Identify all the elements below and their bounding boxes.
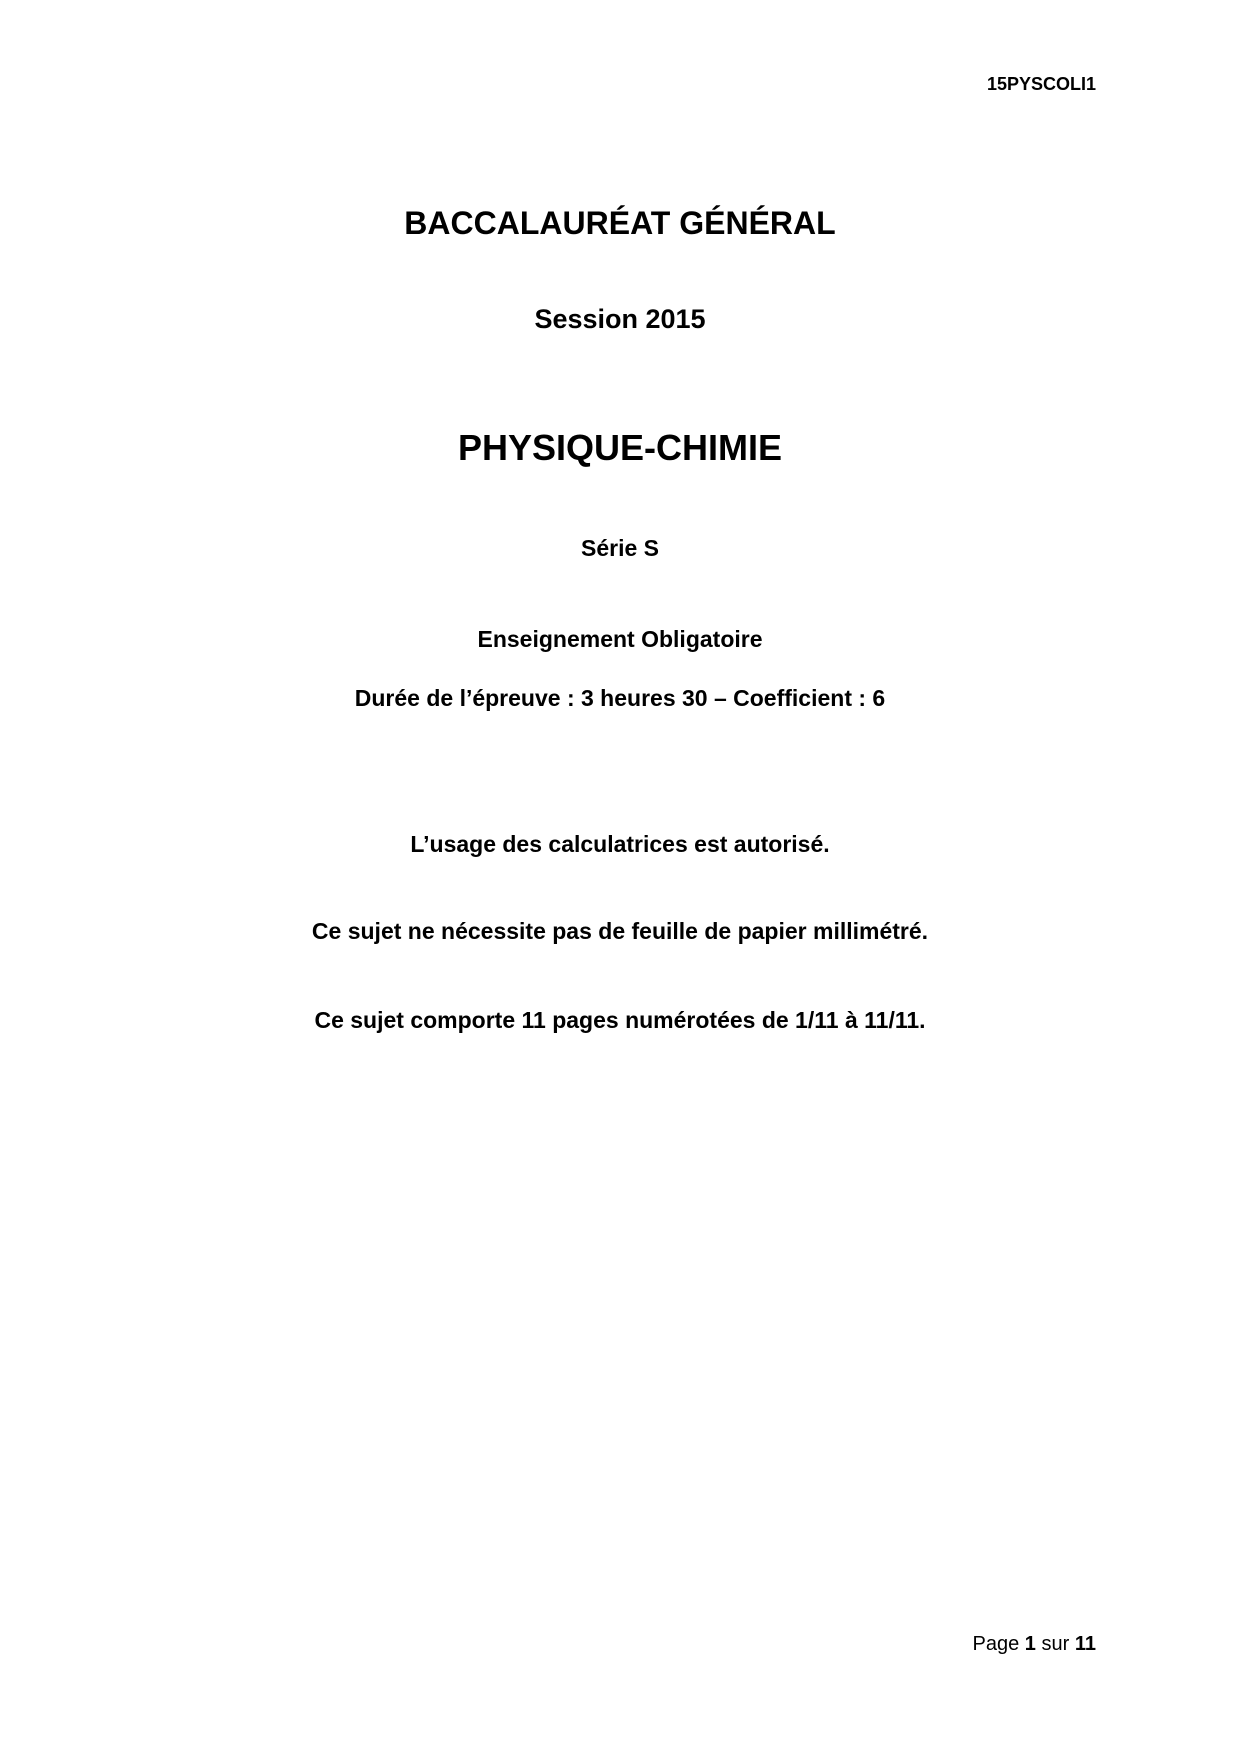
page-word: Page <box>972 1633 1020 1655</box>
subject-title: PHYSIQUE-CHIMIE <box>457 427 783 468</box>
total-pages-number: 11 <box>1074 1633 1096 1655</box>
session-label: Session 2015 <box>534 304 706 334</box>
page-count-notice: Ce sujet comporte 11 pages numérotées de 1/11 à 11/11. <box>314 1007 926 1033</box>
graph-paper-notice: Ce sujet ne nécessite pas de feuille de papier millimétré. <box>311 918 929 944</box>
duration-label: Durée de l’épreuve : 3 heures 30 – Coefficient : 6 <box>354 685 886 711</box>
exam-title: BACCALAURÉAT GÉNÉRAL <box>404 205 836 241</box>
calculators-notice: L’usage des calculatrices est autorisé. <box>410 831 830 857</box>
teaching-label: Enseignement Obligatoire <box>477 626 763 652</box>
page-footer <box>973 1633 1096 1656</box>
document-code: 15PYSCOLI1 <box>986 74 1096 94</box>
serie-label: Série S <box>581 535 659 561</box>
current-page-number: 1 <box>1024 1633 1036 1655</box>
of-word: sur <box>1041 1633 1070 1655</box>
